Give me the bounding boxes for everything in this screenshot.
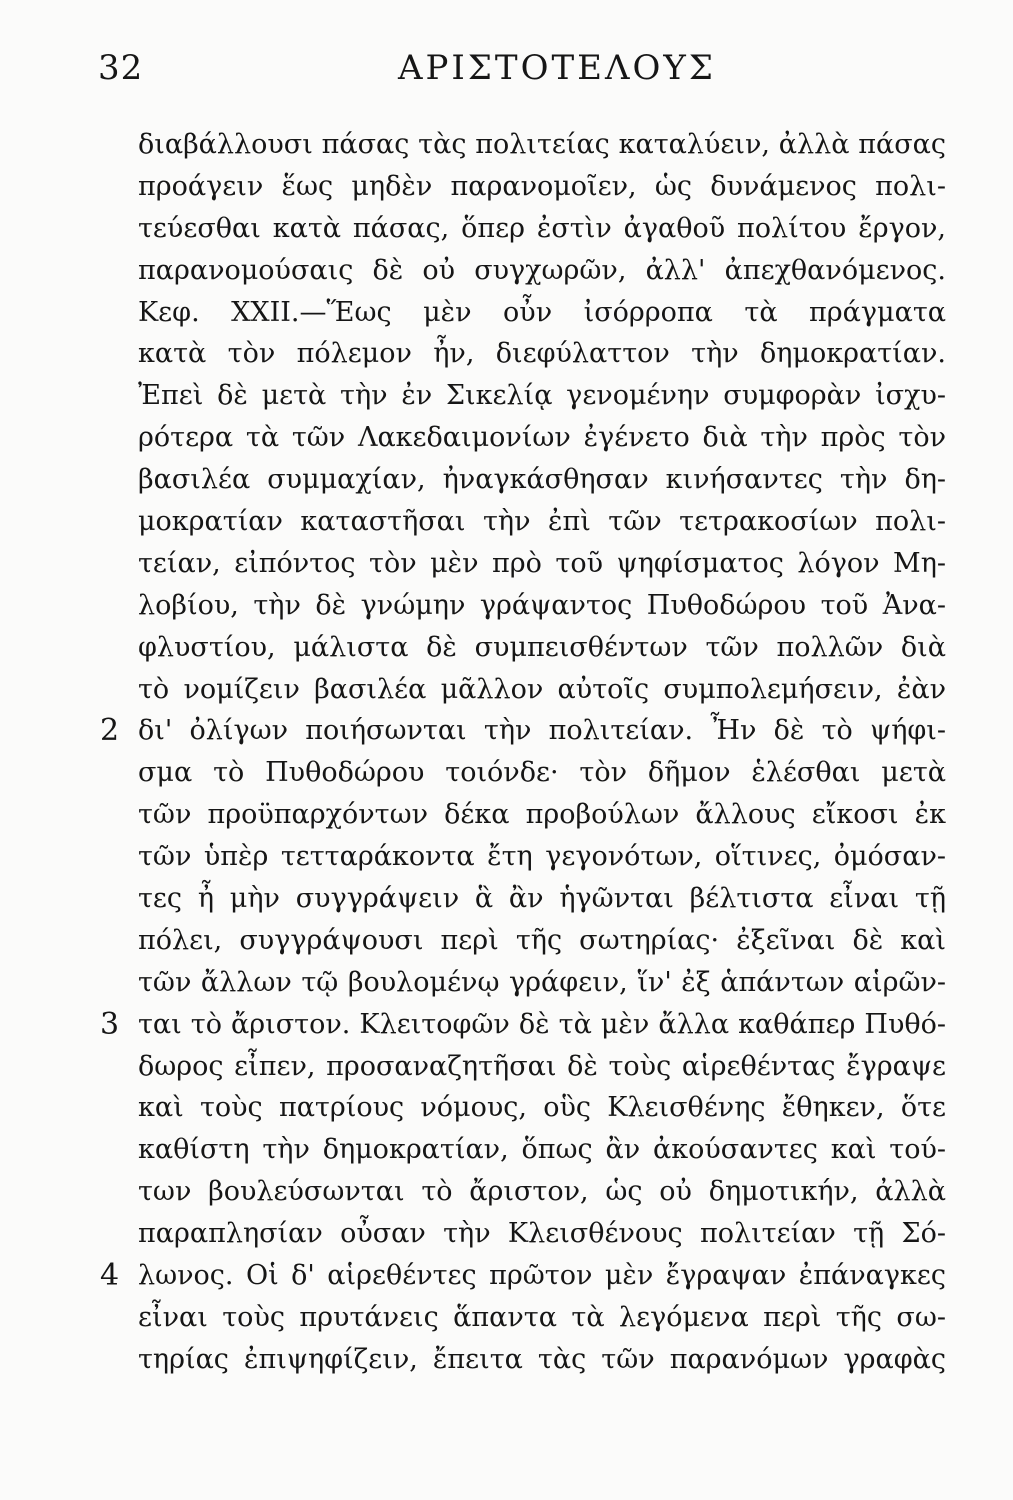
running-title: ΑΡΙΣΤΟΤΕΛΟΥΣ: [398, 48, 716, 88]
line-text: τῶν ὑπὲρ τετταράκοντα ἔτη γεγονότων, οἵτινες, ὀμόσαν-: [138, 841, 946, 873]
section-number: 2: [100, 713, 120, 749]
text-line: [138, 669, 946, 711]
text-line: [100, 1255, 946, 1297]
text-line: [138, 543, 946, 585]
text-line: [138, 166, 946, 208]
line-text: παρανομούσαις δὲ οὐ συγχωρῶν, ἀλλ' ἀπεχθανόμενος.: [138, 254, 946, 286]
text-line: [138, 124, 946, 166]
section-number: 4: [100, 1258, 120, 1294]
text-line: [138, 1129, 946, 1171]
line-text: καθίστη τὴν δημοκρατίαν, ὅπως ἂν ἀκούσαντες καὶ τού-: [138, 1134, 946, 1166]
text-line: [138, 836, 946, 878]
line-text: τηρίας ἐπιψηφίζειν, ἔπειτα τὰς τῶν παρανόμων γραφὰς: [138, 1343, 946, 1375]
line-text: μοκρατίαν καταστῆσαι τὴν ἐπὶ τῶν τετρακοσίων πολι-: [138, 506, 946, 538]
text-line: [138, 1297, 946, 1339]
line-text: τῶν προϋπαρχόντων δέκα προβούλων ἄλλους εἴκοσι ἐκ: [138, 799, 946, 831]
text-line: [138, 208, 946, 250]
text-line: [138, 1171, 946, 1213]
line-text: πόλει, συγγράψουσι περὶ τῆς σωτηρίας· ἐξεῖναι δὲ καὶ: [138, 924, 946, 956]
line-text: προάγειν ἕως μηδὲν παρανομοῖεν, ὡς δυνάμενος πολι-: [138, 170, 946, 202]
text-line: [138, 878, 946, 920]
body-text: [100, 124, 946, 1381]
text-line: [138, 417, 946, 459]
text-line: [138, 292, 946, 334]
line-text: εἶναι τοὺς πρυτάνεις ἅπαντα τὰ λεγόμενα περὶ τῆς σω-: [138, 1301, 946, 1333]
line-text: σμα τὸ Πυθοδώρου τοιόνδε· τὸν δῆμον ἑλέσθαι μετὰ: [138, 757, 946, 789]
text-line: [138, 459, 946, 501]
line-text: ται τὸ ἄριστον. Κλειτοφῶν δὲ τὰ μὲν ἄλλα καθάπερ Πυθό-: [138, 1008, 946, 1040]
text-line: [138, 752, 946, 794]
line-text: λοβίου, τὴν δὲ γνώμην γράψαντος Πυθοδώρου τοῦ Ἀνα-: [138, 589, 946, 621]
line-text: βασιλέα συμμαχίαν, ἠναγκάσθησαν κινήσαντες τὴν δη-: [138, 464, 946, 496]
line-text: τὸ νομίζειν βασιλέα μᾶλλον αὐτοῖς συμπολεμήσειν, ἐὰν: [138, 673, 946, 705]
text-line: [100, 710, 946, 752]
line-text: διαβάλλουσι πάσας τὰς πολιτείας καταλύειν, ἀλλὰ πάσας: [138, 129, 946, 160]
text-line: [138, 333, 946, 375]
text-line: [138, 501, 946, 543]
text-line: [100, 1004, 946, 1046]
line-text: τῶν ἄλλων τῷ βουλομένῳ γράφειν, ἵν' ἐξ ἁπάντων αἱρῶν-: [138, 966, 946, 998]
line-text: τεύεσθαι κατὰ πάσας, ὅπερ ἐστὶν ἀγαθοῦ πολίτου ἔργον,: [138, 212, 946, 244]
line-text: λωνος. Οἱ δ' αἱρεθέντες πρῶτον μὲν ἔγραψαν ἐπάναγκες: [138, 1260, 946, 1292]
line-text: τείαν, εἰπόντος τὸν μὲν πρὸ τοῦ ψηφίσματος λόγον Μη-: [138, 547, 946, 579]
line-text: των βουλεύσωνται τὸ ἄριστον, ὡς οὐ δημοτικήν, ἀλλὰ: [138, 1176, 946, 1208]
text-line: [138, 250, 946, 292]
text-line: [138, 1046, 946, 1088]
text-line: [138, 962, 946, 1004]
text-line: [138, 627, 946, 669]
page-number: 32: [98, 48, 144, 88]
line-text: Κεφ. XXII.—Ἕως μὲν οὖν ἰσόρροπα τὰ πράγματα: [138, 296, 946, 328]
line-text: καὶ τοὺς πατρίους νόμους, οὓς Κλεισθένης ἔθηκεν, ὅτε: [138, 1092, 946, 1124]
line-text: φλυστίου, μάλιστα δὲ συμπεισθέντων τῶν πολλῶν διὰ: [138, 631, 946, 663]
line-text: παραπλησίαν οὖσαν τὴν Κλεισθένους πολιτείαν τῇ Σό-: [138, 1218, 946, 1250]
text-line: [138, 1339, 946, 1381]
section-number: 3: [100, 1006, 120, 1042]
text-line: [138, 1213, 946, 1255]
text-line: [138, 585, 946, 627]
line-text: ρότερα τὰ τῶν Λακεδαιμονίων ἐγένετο διὰ τὴν πρὸς τὸν: [138, 422, 946, 454]
text-line: [138, 375, 946, 417]
text-line: [138, 920, 946, 962]
line-text: δι' ὀλίγων ποιήσωνται τὴν πολιτείαν. Ἦν δὲ τὸ ψήφι-: [138, 715, 946, 747]
line-text: δωρος εἶπεν, προσαναζητῆσαι δὲ τοὺς αἱρεθέντας ἔγραψε: [138, 1050, 946, 1082]
text-line: [138, 794, 946, 836]
line-text: Ἐπεὶ δὲ μετὰ τὴν ἐν Σικελίᾳ γενομένην συμφορὰν ἰσχυ-: [138, 380, 946, 412]
line-text: τες ἦ μὴν συγγράψειν ἃ ἂν ἡγῶνται βέλτιστα εἶναι τῇ: [138, 883, 946, 915]
line-text: κατὰ τὸν πόλεμον ἦν, διεφύλαττον τὴν δημοκρατίαν.: [138, 338, 946, 370]
text-line: [138, 1087, 946, 1129]
page-header: [0, 44, 1013, 100]
